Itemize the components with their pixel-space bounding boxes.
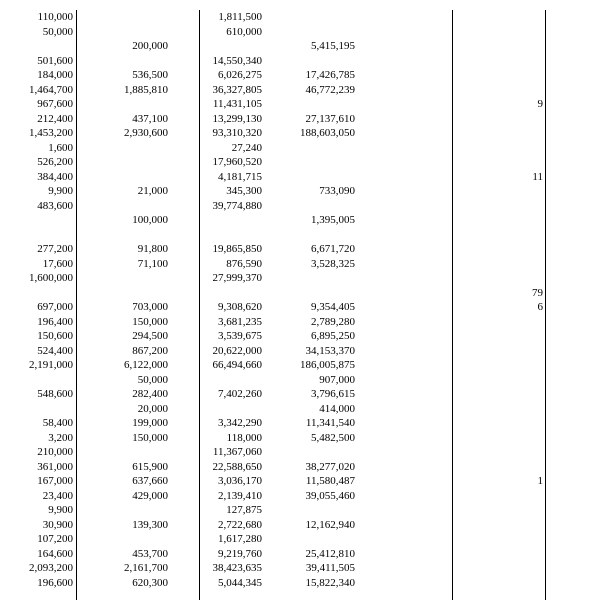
table-cell-c3: 7,402,260	[218, 388, 262, 400]
table-cell-c2: 6,122,000	[124, 359, 168, 371]
table-cell-c1: 526,200	[37, 156, 73, 168]
table-cell-c1: 9,900	[48, 185, 73, 197]
table-cell-c4: 39,055,460	[305, 489, 355, 502]
table-cell-c1: 107,200	[37, 533, 73, 545]
table-cell-c3: 93,310,320	[212, 127, 262, 139]
table-cell-c3: 4,181,715	[218, 170, 262, 183]
table-cell-c4: 3,528,325	[311, 257, 355, 270]
table-cell-c3: 127,875	[226, 504, 262, 516]
table-cell-c1: 1,600	[48, 141, 73, 154]
table-cell-c4: 12,162,940	[305, 518, 355, 531]
table-cell-c2: 1,885,810	[124, 83, 168, 96]
table-cell-c1: 212,400	[37, 112, 73, 125]
table-cell-c4: 186,005,875	[300, 359, 355, 371]
table-cell-c4: 733,090	[319, 185, 355, 197]
table-cell-c1: 2,191,000	[29, 359, 73, 371]
table-cell-c2: 2,930,600	[124, 127, 168, 139]
table-cell-c2: 150,000	[132, 431, 168, 444]
table-cell-c2: 199,000	[132, 417, 168, 429]
column-divider	[199, 10, 200, 600]
table-cell-c4: 414,000	[319, 402, 355, 415]
table-cell-c4: 9,354,405	[311, 301, 355, 313]
table-cell-c3: 610,000	[226, 25, 262, 38]
table-cell-c4: 5,482,500	[311, 431, 355, 444]
table-cell-c1: 30,900	[42, 518, 73, 531]
table-cell-c1: 110,000	[37, 11, 73, 23]
table-cell-c1: 384,400	[37, 170, 73, 183]
table-cell-c3: 19,865,850	[212, 243, 262, 255]
table-cell-c2: 2,161,700	[124, 562, 168, 574]
table-cell-c2: 91,800	[137, 243, 168, 255]
table-cell-c1: 184,000	[37, 69, 73, 81]
table-cell-c3: 27,240	[231, 141, 262, 154]
table-cell-c1: 524,400	[37, 344, 73, 357]
table-cell-c5: 9	[537, 98, 543, 110]
table-cell-c2: 867,200	[132, 344, 168, 357]
table-cell-c1: 277,200	[37, 243, 73, 255]
table-cell-c5: 1	[537, 475, 543, 487]
table-cell-c3: 118,000	[226, 431, 262, 444]
table-cell-c4: 6,671,720	[311, 243, 355, 255]
table-cell-c3: 11,431,105	[212, 98, 262, 110]
table-cell-c3: 22,588,650	[212, 460, 262, 473]
table-cell-c1: 548,600	[37, 388, 73, 400]
table-cell-c1: 196,400	[37, 315, 73, 328]
table-cell-c3: 17,960,520	[212, 156, 262, 168]
table-cell-c3: 5,044,345	[218, 576, 262, 589]
table-cell-c1: 164,600	[37, 547, 73, 560]
table-cell-c4: 27,137,610	[305, 112, 355, 125]
table-cell-c3: 345,300	[226, 185, 262, 197]
table-cell-c3: 9,308,620	[218, 301, 262, 313]
table-cell-c2: 50,000	[137, 373, 168, 386]
table-cell-c4: 25,412,810	[305, 547, 355, 560]
table-cell-c1: 196,600	[37, 576, 73, 589]
table-cell-c2: 429,000	[132, 489, 168, 502]
table-cell-c2: 21,000	[137, 185, 168, 197]
table-cell-c2: 150,000	[132, 315, 168, 328]
table-cell-c4: 5,415,195	[311, 40, 355, 52]
table-cell-c1: 17,600	[42, 257, 73, 270]
table-cell-c1: 50,000	[42, 25, 73, 38]
table-cell-c3: 66,494,660	[212, 359, 262, 371]
table-cell-c5: 6	[537, 301, 543, 313]
table-cell-c4: 188,603,050	[300, 127, 355, 139]
table-cell-c4: 907,000	[319, 373, 355, 386]
table-cell-c4: 3,796,615	[311, 388, 355, 400]
table-cell-c3: 3,681,235	[218, 315, 262, 328]
column-divider	[452, 10, 453, 600]
table-cell-c1: 361,000	[37, 460, 73, 473]
table-cell-c5: 79	[532, 286, 543, 299]
table-cell-c4: 38,277,020	[305, 460, 355, 473]
table-cell-c4: 11,341,540	[305, 417, 355, 429]
table-cell-c1: 3,200	[48, 431, 73, 444]
table-cell-c1: 501,600	[37, 54, 73, 67]
table-cell-c2: 100,000	[132, 214, 168, 226]
table-cell-c3: 13,299,130	[212, 112, 262, 125]
table-cell-c2: 620,300	[132, 576, 168, 589]
table-cell-c2: 453,700	[132, 547, 168, 560]
table-cell-c3: 9,219,760	[218, 547, 262, 560]
table-cell-c1: 9,900	[48, 504, 73, 516]
table-cell-c3: 36,327,805	[212, 83, 262, 96]
table-cell-c2: 200,000	[132, 40, 168, 52]
table-cell-c2: 703,000	[132, 301, 168, 313]
column-divider	[76, 10, 77, 600]
table-cell-c3: 6,026,275	[218, 69, 262, 81]
table-cell-c1: 58,400	[42, 417, 73, 429]
table-cell-c4: 1,395,005	[311, 214, 355, 226]
table-cell-c4: 46,772,239	[305, 83, 355, 96]
table-cell-c3: 876,590	[226, 257, 262, 270]
table-cell-c1: 1,464,700	[29, 83, 73, 96]
table-cell-c3: 3,342,290	[218, 417, 262, 429]
table-cell-c5: 11	[532, 170, 543, 183]
table-cell-c3: 2,722,680	[218, 518, 262, 531]
table-cell-c2: 536,500	[132, 69, 168, 81]
table-cell-c1: 2,093,200	[29, 562, 73, 574]
table-cell-c4: 6,895,250	[311, 330, 355, 342]
table-cell-c4: 39,411,505	[305, 562, 355, 574]
table-cell-c3: 14,550,340	[212, 54, 262, 67]
table-cell-c1: 1,600,000	[29, 272, 73, 284]
table-cell-c3: 20,622,000	[212, 344, 262, 357]
table-cell-c3: 1,617,280	[218, 533, 262, 545]
table-cell-c3: 27,999,370	[212, 272, 262, 284]
table-cell-c2: 282,400	[132, 388, 168, 400]
table-cell-c2: 71,100	[137, 257, 168, 270]
table-cell-c2: 437,100	[132, 112, 168, 125]
table-cell-c1: 967,600	[37, 98, 73, 110]
table-cell-c4: 11,580,487	[305, 475, 355, 487]
table-cell-c2: 294,500	[132, 330, 168, 342]
table-cell-c2: 615,900	[132, 460, 168, 473]
table-cell-c4: 15,822,340	[305, 576, 355, 589]
table-cell-c4: 17,426,785	[305, 69, 355, 81]
table-cell-c1: 167,000	[37, 475, 73, 487]
table-cell-c1: 483,600	[37, 199, 73, 212]
table-cell-c3: 39,774,880	[212, 199, 262, 212]
table-cell-c2: 20,000	[137, 402, 168, 415]
table-cell-c1: 210,000	[37, 446, 73, 458]
table-cell-c1: 150,600	[37, 330, 73, 342]
table-cell-c1: 23,400	[42, 489, 73, 502]
table-cell-c1: 1,453,200	[29, 127, 73, 139]
table-cell-c4: 2,789,280	[311, 315, 355, 328]
table-cell-c3: 11,367,060	[212, 446, 262, 458]
table-cell-c3: 2,139,410	[218, 489, 262, 502]
column-divider	[545, 10, 546, 600]
table-cell-c4: 34,153,370	[305, 344, 355, 357]
table-cell-c3: 3,036,170	[218, 475, 262, 487]
table-cell-c2: 637,660	[132, 475, 168, 487]
table-cell-c1: 697,000	[37, 301, 73, 313]
table-cell-c3: 3,539,675	[218, 330, 262, 342]
table-cell-c3: 38,423,635	[212, 562, 262, 574]
table-cell-c3: 1,811,500	[218, 11, 262, 23]
table-cell-c2: 139,300	[132, 518, 168, 531]
